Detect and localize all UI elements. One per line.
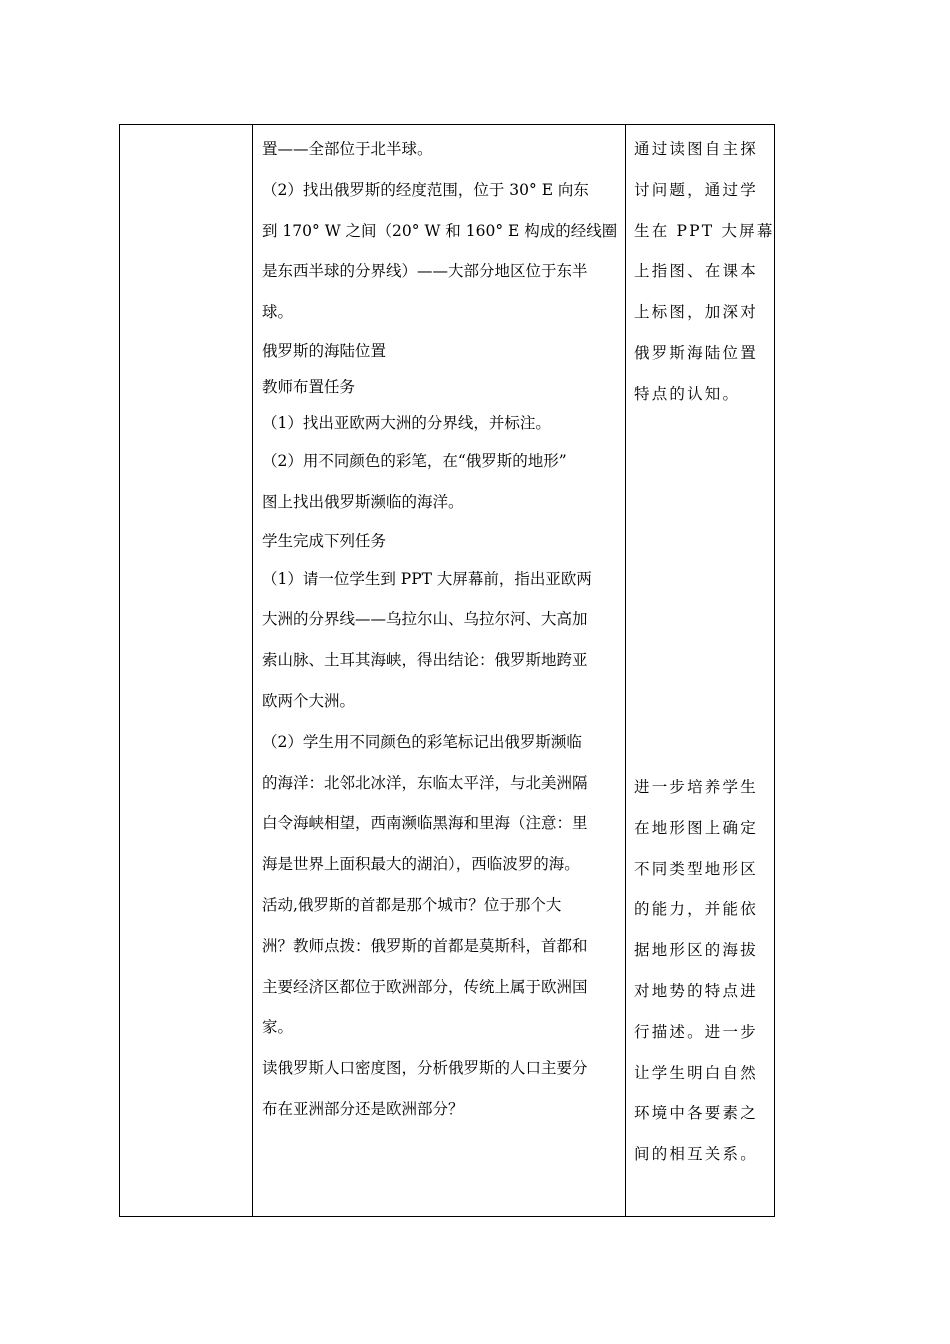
text-line: 是东西半球的分界线）——大部分地区位于东半 xyxy=(262,262,588,281)
text-line: 布在亚洲部分还是欧洲部分？ xyxy=(262,1099,464,1118)
text-line: 洲？教师点拨：俄罗斯的首都是莫斯科，首都和 xyxy=(262,936,588,955)
text-line: 图上找出俄罗斯濒临的海洋。 xyxy=(262,492,464,511)
note-line: 让学生明白自然 xyxy=(634,1063,758,1082)
text-line: 活动,俄罗斯的首都是那个城市？位于那个大 xyxy=(262,895,562,914)
note-line: 间的相互关系。 xyxy=(634,1145,758,1164)
text-line: 白令海峡相望，西南濒临黑海和里海（注意：里 xyxy=(262,814,588,833)
text-line: 球。 xyxy=(262,303,294,322)
text-line: （1）找出亚欧两大洲的分界线，并标注。 xyxy=(262,413,551,432)
note-line: 俄罗斯海陆位置 xyxy=(634,343,758,362)
empty-left-cell xyxy=(120,125,252,1216)
text-line: （2）找出俄罗斯的经度范围，位于 30° E 向东 xyxy=(262,180,589,199)
design-intent-cell xyxy=(626,125,774,1216)
text-line: 欧两个大洲。 xyxy=(262,691,356,710)
section-heading: 俄罗斯的海陆位置 xyxy=(262,341,387,360)
note-line: 上标图，加深对 xyxy=(634,303,758,322)
text-line: 的海洋：北邻北冰洋，东临太平洋，与北美洲隔 xyxy=(262,773,588,792)
text-line: 到 170° W 之间（20° W 和 160° E 构成的经线圈 xyxy=(262,221,618,240)
note-line: 环境中各要素之 xyxy=(634,1104,758,1123)
text-line: 主要经济区都位于欧洲部分，传统上属于欧洲国 xyxy=(262,977,588,996)
text-line: 家。 xyxy=(262,1018,294,1037)
note-line: 不同类型地形区 xyxy=(634,859,758,878)
text-line: 大洲的分界线——乌拉尔山、乌拉尔河、大高加 xyxy=(262,610,588,629)
text-line: 置——全部位于北半球。 xyxy=(262,140,433,158)
note-line: 的能力，并能依 xyxy=(634,900,758,919)
note-line: 上指图、在课本 xyxy=(634,262,758,281)
note-line: 讨问题，通过学 xyxy=(634,180,758,199)
note-line: 进一步培养学生 xyxy=(634,778,758,796)
text-line: （1）请一位学生到 PPT 大屏幕前，指出亚欧两 xyxy=(262,569,592,588)
note-line: 在地形图上确定 xyxy=(634,818,758,837)
text-line: （2）学生用不同颜色的彩笔标记出俄罗斯濒临 xyxy=(262,732,582,751)
note-line: 对地势的特点进 xyxy=(634,981,758,1000)
design-note-bottom xyxy=(634,767,768,1175)
note-line: 特点的认知。 xyxy=(634,384,741,403)
lesson-table xyxy=(119,124,775,1217)
teaching-process-cell xyxy=(253,125,626,1216)
text-line: 索山脉、土耳其海峡，得出结论：俄罗斯地跨亚 xyxy=(262,651,588,670)
note-line: 行描述。进一步 xyxy=(634,1022,758,1041)
note-line: 据地形区的海拔 xyxy=(634,941,758,960)
text-line: 教师布置任务 xyxy=(262,377,356,396)
note-line: 生在 PPT 大屏幕 xyxy=(634,221,775,240)
text-line: 读俄罗斯人口密度图，分析俄罗斯的人口主要分 xyxy=(262,1059,588,1078)
text-line: （2）用不同颜色的彩笔，在“俄罗斯的地形” xyxy=(262,451,567,470)
text-line: 学生完成下列任务 xyxy=(262,531,387,550)
text-line: 海是世界上面积最大的湖泊），西临波罗的海。 xyxy=(262,855,580,874)
note-line: 通过读图自主探 xyxy=(634,140,758,158)
design-note-top xyxy=(634,129,775,415)
